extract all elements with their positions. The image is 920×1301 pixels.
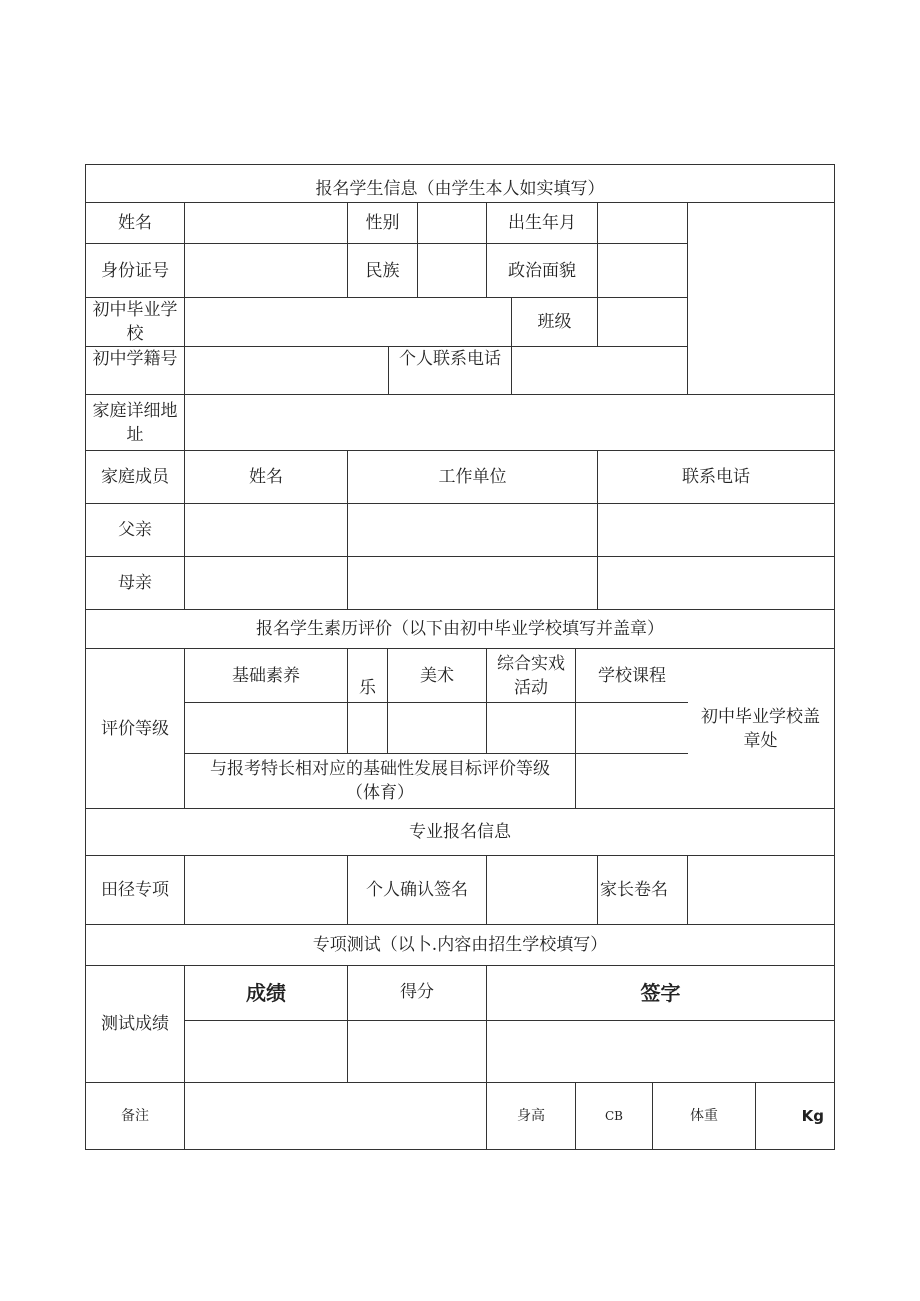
- political-field[interactable]: [597, 243, 688, 298]
- name-field[interactable]: [184, 202, 348, 244]
- id-number-field[interactable]: [184, 243, 348, 298]
- test-sign-field[interactable]: [486, 1020, 835, 1083]
- gender-field[interactable]: [417, 202, 487, 244]
- family-col-name: 姓名: [184, 450, 348, 504]
- test-header: [85, 924, 835, 966]
- phone-field[interactable]: [511, 346, 688, 395]
- weight-field[interactable]: [755, 1082, 835, 1150]
- parent-signature-field[interactable]: [687, 855, 835, 925]
- class-label: 班级: [511, 297, 598, 347]
- major-title: 专业报名信息: [409, 822, 511, 842]
- parent-label: 家长卷名: [597, 855, 688, 925]
- address-field[interactable]: [184, 394, 835, 451]
- test-sign-header: 签字: [486, 965, 835, 1021]
- weight-label: 体重: [652, 1082, 756, 1150]
- father-label: 父亲: [85, 503, 185, 557]
- eval-specialty-label: 与报考特长相对应的基础性发展目标评价等级 （体育）: [184, 753, 576, 809]
- confirm-signature-field[interactable]: [486, 855, 598, 925]
- eval-specialty-field[interactable]: [575, 753, 688, 809]
- family-col-phone: 联系电话: [597, 450, 835, 504]
- test-score-field[interactable]: [184, 1020, 348, 1083]
- height-field[interactable]: [575, 1082, 653, 1150]
- confirm-label: 个人确认签名: [347, 855, 487, 925]
- class-field[interactable]: [597, 297, 688, 347]
- ethnicity-field[interactable]: [417, 243, 487, 298]
- eval-basic-header: 基础素养: [184, 648, 348, 703]
- eval-level-label: 评价等级: [85, 648, 185, 809]
- height-label: 身高: [486, 1082, 576, 1150]
- birth-label: 出生年月: [486, 202, 598, 244]
- height-unit: CB: [605, 1109, 623, 1123]
- family-col-work: 工作单位: [347, 450, 598, 504]
- evaluation-header: [85, 609, 835, 649]
- photo-area[interactable]: [687, 202, 835, 395]
- father-work-field[interactable]: [347, 503, 598, 557]
- remarks-field[interactable]: [184, 1082, 487, 1150]
- test-label: 测试成绩: [85, 965, 185, 1083]
- address-label: 家庭详细地 址: [85, 394, 185, 451]
- eval-course-header: 学校课程: [575, 648, 688, 703]
- family-label: 家庭成员: [85, 450, 185, 504]
- track-label: 田径专项: [85, 855, 185, 925]
- father-phone-field[interactable]: [597, 503, 835, 557]
- school-stamp-area[interactable]: 初中毕业学校盖 章处: [687, 648, 835, 809]
- eval-art-field[interactable]: [387, 702, 487, 754]
- evaluation-title: 报名学生素历评价（以下由初中毕业学校填写并盖章）: [256, 619, 664, 639]
- eval-art-header: 美术: [387, 648, 487, 703]
- eval-course-field[interactable]: [575, 702, 688, 754]
- remarks-label: 备注: [85, 1082, 185, 1150]
- student-no-label: 初中学籍号: [85, 346, 185, 395]
- school-field[interactable]: [184, 297, 512, 347]
- political-label: 政治面貌: [486, 243, 598, 298]
- track-field[interactable]: [184, 855, 348, 925]
- eval-practice-field[interactable]: [486, 702, 576, 754]
- student-info-title: 报名学生信息（由学生本人如实填写）: [315, 178, 605, 199]
- ethnicity-label: 民族: [347, 243, 418, 298]
- phone-label: 个人联系电话: [388, 346, 512, 395]
- eval-basic-field[interactable]: [184, 702, 348, 754]
- student-no-field[interactable]: [184, 346, 389, 395]
- name-label: 姓名: [85, 202, 185, 244]
- eval-practice-header: 综合实戏 活动: [486, 648, 576, 703]
- father-name-field[interactable]: [184, 503, 348, 557]
- id-number-label: 身份证号: [85, 243, 185, 298]
- weight-unit: Kg: [801, 1107, 824, 1125]
- eval-music-header: 乐: [347, 648, 388, 703]
- student-info-header: [85, 164, 835, 203]
- test-points-field[interactable]: [347, 1020, 487, 1083]
- test-title: 专项测试（以卜.内容由招生学校填写）: [312, 935, 608, 955]
- mother-phone-field[interactable]: [597, 556, 835, 610]
- mother-work-field[interactable]: [347, 556, 598, 610]
- test-points-header: 得分: [347, 965, 487, 1021]
- mother-label: 母亲: [85, 556, 185, 610]
- mother-name-field[interactable]: [184, 556, 348, 610]
- birth-field[interactable]: [597, 202, 688, 244]
- eval-music-field[interactable]: [347, 702, 388, 754]
- school-label: 初中毕业学 校: [85, 297, 185, 347]
- gender-label: 性别: [347, 202, 418, 244]
- test-score-header: 成绩: [184, 965, 348, 1021]
- major-header: [85, 808, 835, 856]
